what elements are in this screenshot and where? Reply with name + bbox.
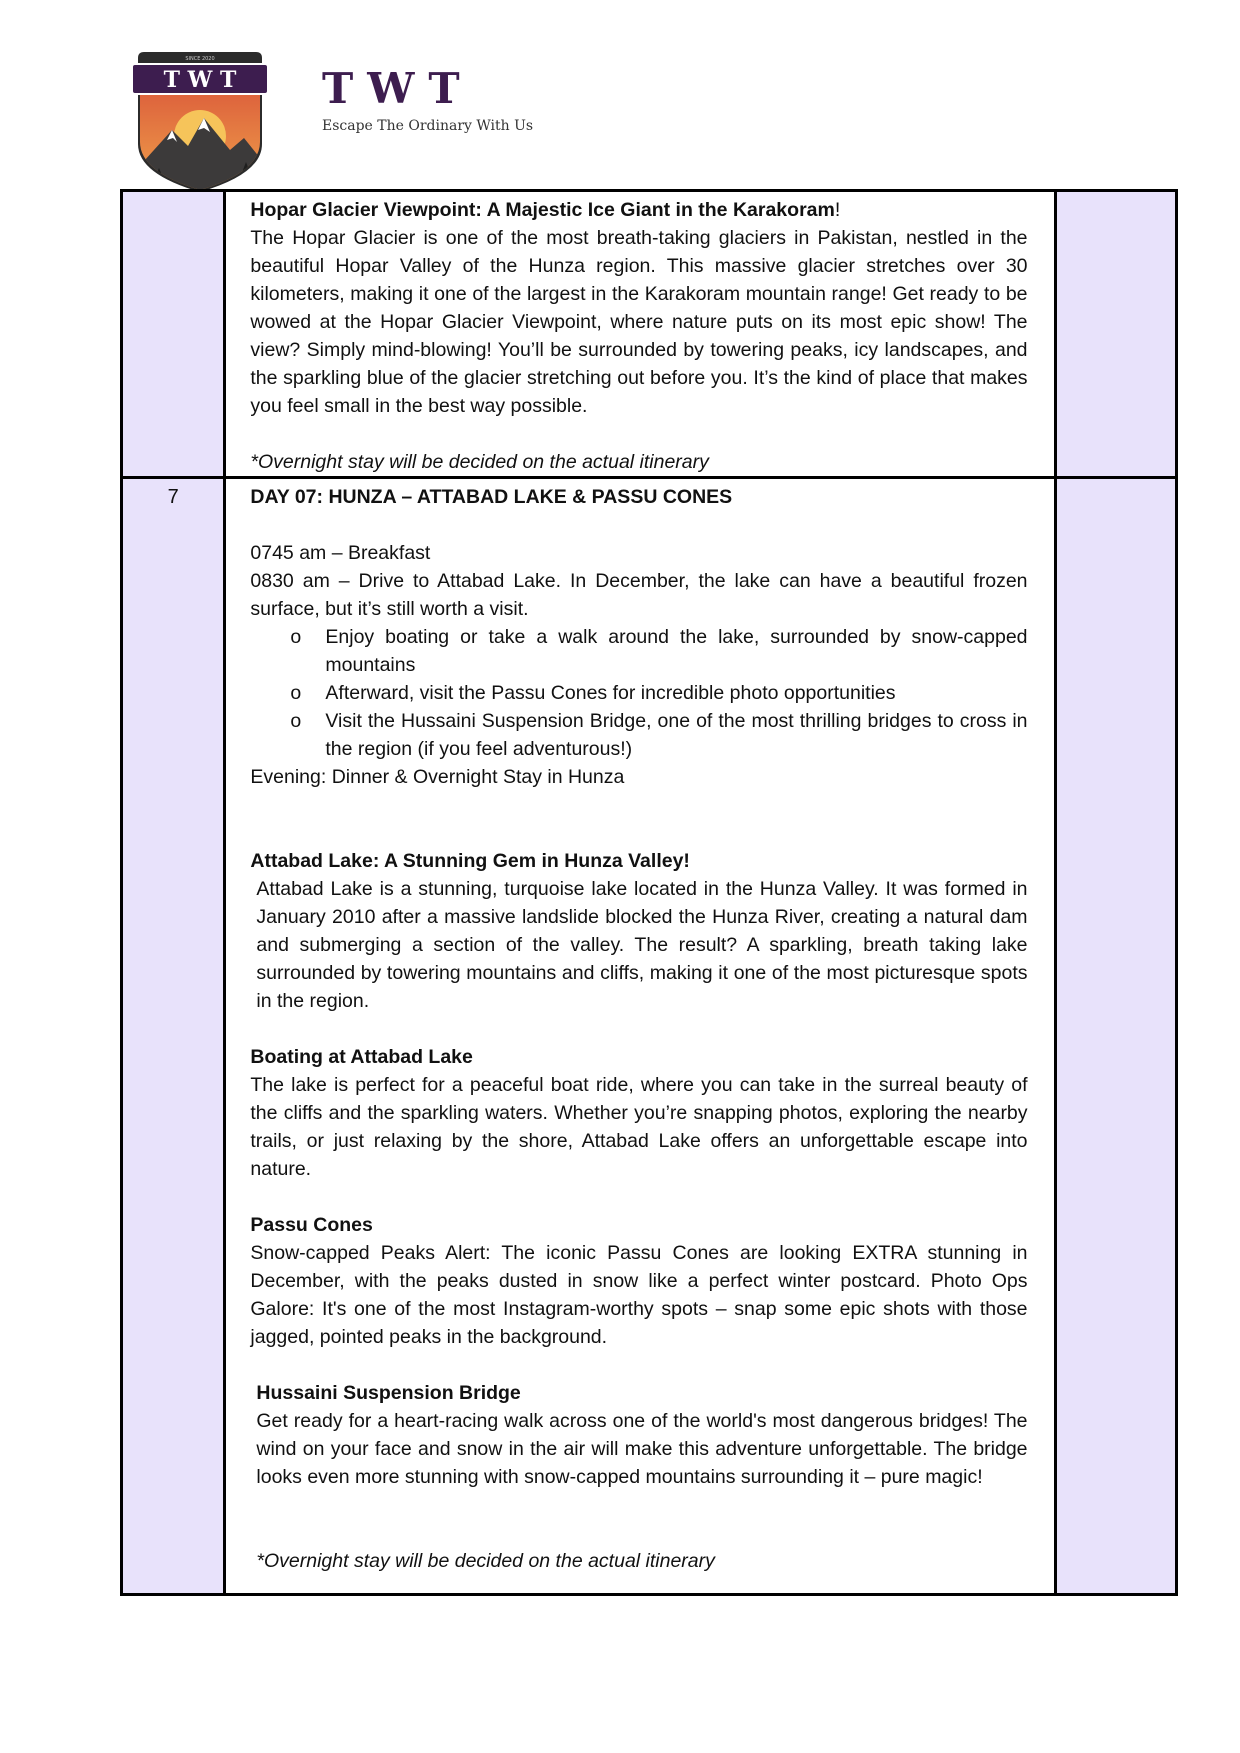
list-item: o Enjoy boating or take a walk around the lake, surrounded by snow-capped mountains [300,623,1027,679]
itinerary-table [120,189,1178,1596]
section-heading: Attabad Lake: A Stunning Gem in Hunza Valley! [250,850,690,872]
twt-badge-logo-icon [132,50,268,192]
description-cell [225,478,1055,1595]
notes-cell [1055,478,1176,1595]
section-heading: Passu Cones [250,1214,373,1236]
brand-name: TWT [322,64,474,113]
logo-letters: T W T [163,67,237,93]
description-cell [225,191,1055,478]
notes-cell [1055,191,1176,478]
day-number-cell [122,191,225,478]
schedule-item: 0830 am – Drive to Attabad Lake. In December, the lake can have a beautiful frozen surface, but it’s still worth a visit. [250,570,1028,620]
overnight-note: *Overnight stay will be decided on the actual itinerary [256,1550,715,1572]
table-row [122,191,1177,478]
logo-since: SINCE 2020 [185,56,215,62]
heading-suffix: ! [834,199,841,221]
list-item: o Afterward, visit the Passu Cones for incredible photo opportunities [300,679,1027,707]
brand-block [322,66,533,134]
section-text: The Hopar Glacier is one of the most breath-taking glaciers in Pakistan, nestled in the beautiful Hopar Valley of the Hunza region. This massive glacier stretches over 30 kilometers, making it one of the largest in the Karakoram mountain range! Get ready to be wowed at the Hopar Glacier Viewpoint, where nature puts on its most epic show! The view? Simply mind-blowing! You’ll be surrounded by towering peaks, icy landscapes, and the sparkling blue of the glacier stretching out before you. It’s the kind of place that makes you feel small in the best way possible. [250,227,1028,417]
day-number-cell: 7 [122,478,225,1595]
section-text: The lake is perfect for a peaceful boat ride, where you can take in the surreal beauty of the cliffs and the sparkling waters. Whether you’re snapping photos, exploring the nearby trails, or just relaxing by the shore, Attabad Lake offers an unforgettable escape into nature. [250,1074,1028,1180]
day-title: DAY 07: HUNZA – ATTABAD LAKE & PASSU CONES [250,486,733,508]
brand-tagline: Escape The Ordinary With Us [322,118,534,134]
list-item: o Visit the Hussaini Suspension Bridge, one of the most thrilling bridges to cross in the region (if you feel adventurous!) [300,707,1027,763]
section-heading: Hussaini Suspension Bridge [256,1382,521,1404]
table-row [122,478,1177,1595]
section-heading: Boating at Attabad Lake [250,1046,473,1068]
activity-list [250,623,1027,763]
section-text: Snow-capped Peaks Alert: The iconic Passu Cones are looking EXTRA stunning in December, with the peaks dusted in snow like a perfect winter postcard. Photo Ops Galore: It's one of the most Instagram-worthy spots – snap some epic shots with those jagged, pointed peaks in the background. [250,1242,1028,1348]
section-heading: Hopar Glacier Viewpoint: A Majestic Ice Giant in the Karakoram [250,199,835,221]
section-text: Attabad Lake is a stunning, turquoise lake located in the Hunza Valley. It was formed in January 2010 after a massive landslide blocked the Hunza River, creating a natural dam and submerging a section of the valley. The result? A sparkling, breath taking lake surrounded by towering mountains and cliffs, making it one of the most picturesque spots in the region. [256,878,1028,1012]
section-text: Get ready for a heart-racing walk across one of the world's most dangerous bridges! The wind on your face and snow in the air will make this adventure unforgettable. The bridge looks even more stunning with snow-capped mountains surrounding it – pure magic! [256,1410,1028,1488]
evening-item: Evening: Dinner & Overnight Stay in Hunza [250,766,625,788]
overnight-note: *Overnight stay will be decided on the actual itinerary [250,451,709,473]
schedule-item: 0745 am – Breakfast [250,542,431,564]
